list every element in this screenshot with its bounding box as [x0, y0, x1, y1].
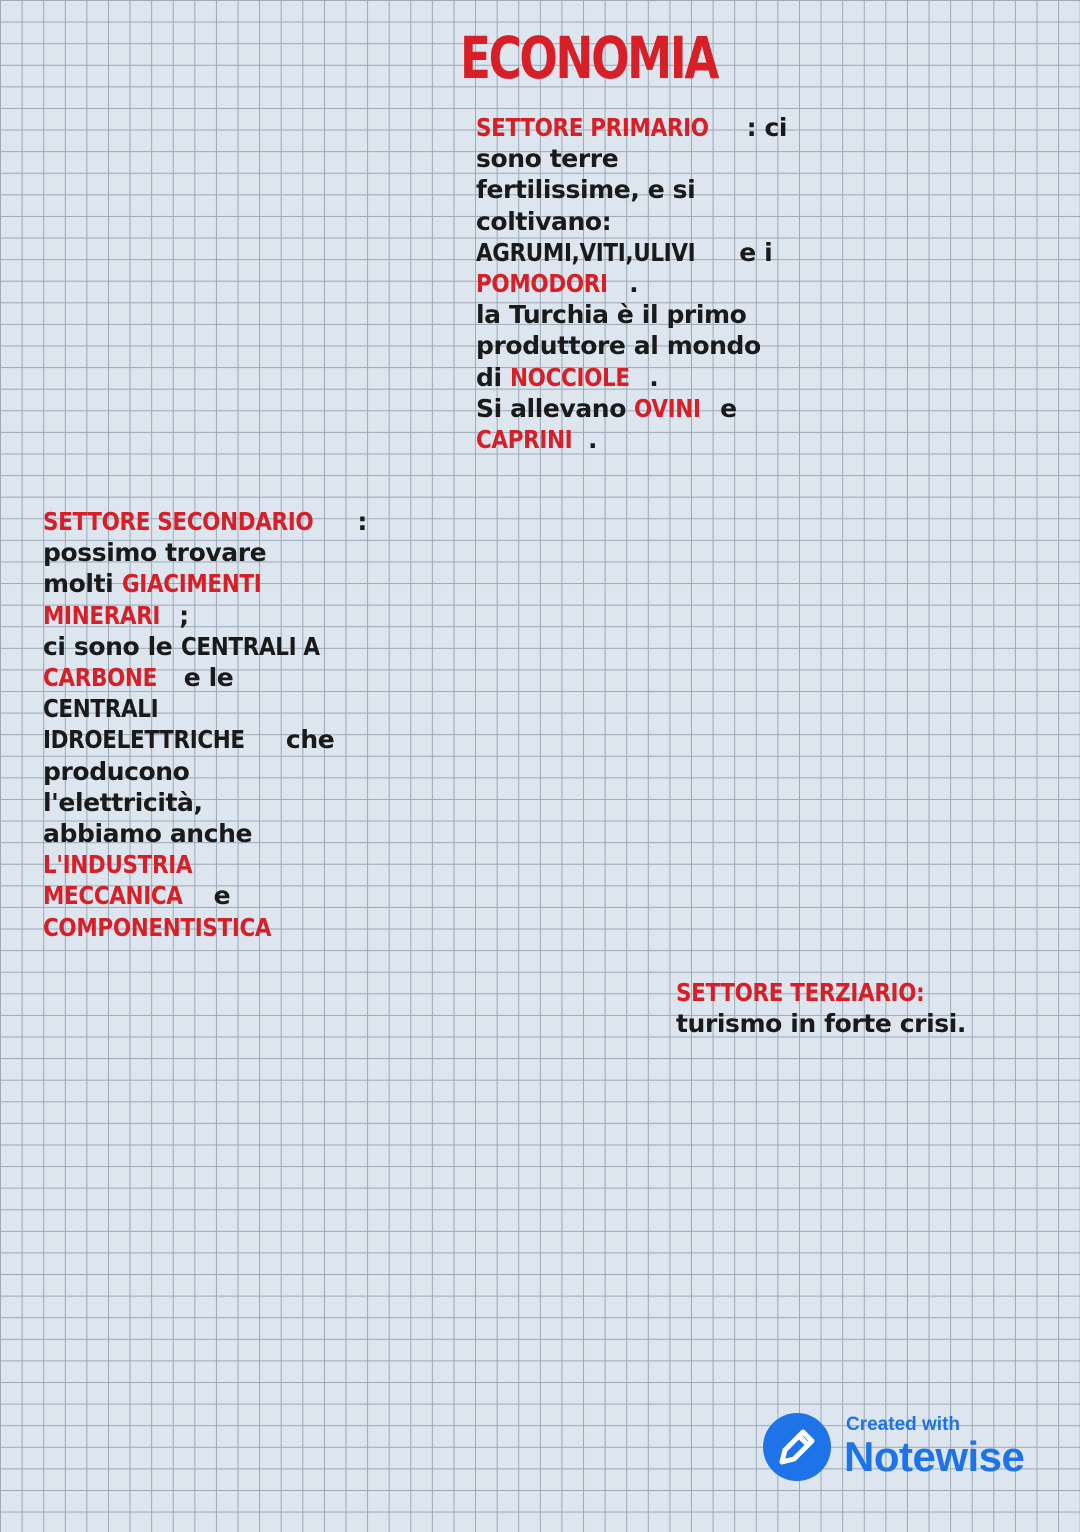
note-line: turismo in forte crisi.	[676, 1009, 966, 1039]
note-line: abbiamo anche	[43, 819, 253, 849]
secondary-sector-note	[43, 506, 367, 943]
keyword-idroelettriche: IDROELETTRICHE	[43, 725, 245, 755]
note-line: di NOCCIOLE .	[476, 362, 659, 392]
keyword-meccanica: MECCANICA	[43, 881, 183, 911]
note-line: Si allevano OVINI e	[476, 393, 737, 423]
note-line: ci sono le CENTRALI A	[43, 631, 320, 661]
note-line: CAPRINI .	[476, 425, 598, 455]
note-line	[676, 977, 966, 1008]
keyword-caprini: CAPRINI	[476, 425, 573, 455]
note-line: POMODORI .	[476, 269, 639, 299]
note-line: possimo trovare	[43, 538, 267, 568]
tertiary-sector-heading: SETTORE TERZIARIO:	[676, 978, 925, 1007]
badge-created-with: Created with	[846, 1414, 961, 1435]
badge-brand-name: Notewise	[844, 1433, 1025, 1480]
keyword-ovini: OVINI	[634, 393, 701, 423]
keyword-pomodori: POMODORI	[476, 269, 608, 299]
note-line: produttore al mondo	[476, 331, 761, 361]
keyword-industria: L'INDUSTRIA	[43, 850, 193, 880]
page-title: ECONOMIA	[460, 24, 718, 92]
keyword-giacimenti: GIACIMENTI	[121, 569, 261, 599]
keyword-carbone: CARBONE	[43, 663, 157, 693]
notewise-badge	[762, 1410, 1042, 1490]
note-line: MECCANICA e	[43, 881, 231, 911]
note-line: sono terre	[476, 144, 619, 174]
note-line: la Turchia è il primo	[476, 300, 747, 330]
pencil-circle-icon	[762, 1412, 832, 1482]
primary-sector-heading: SETTORE PRIMARIO	[476, 113, 709, 142]
note-line: SETTORE PRIMARIO : ci	[476, 113, 788, 142]
keyword-centrali: CENTRALI	[43, 694, 159, 724]
note-line: IDROELETTRICHE che	[43, 725, 335, 755]
note-line: molti GIACIMENTI	[43, 569, 261, 599]
tertiary-sector-note	[676, 977, 966, 1039]
note-line: MINERARI ;	[43, 600, 189, 630]
note-line: AGRUMI,VITI,ULIVI e i	[476, 237, 773, 267]
note-line	[43, 912, 367, 943]
keyword-centrali-a: CENTRALI A	[180, 631, 320, 661]
primary-sector-note	[476, 112, 787, 455]
note-line: l'elettricità,	[43, 787, 203, 817]
keyword-componentistica: COMPONENTISTICA	[43, 912, 272, 942]
keyword-minerari: MINERARI	[43, 600, 161, 630]
note-line	[43, 693, 367, 724]
note-line: producono	[43, 756, 190, 786]
note-line: fertilissime, e si	[476, 175, 696, 205]
secondary-sector-heading: SETTORE SECONDARIO	[43, 507, 314, 536]
keyword-nocciole: NOCCIOLE	[509, 362, 630, 392]
note-line: SETTORE SECONDARIO :	[43, 507, 367, 536]
note-line: coltivano:	[476, 206, 612, 236]
crops-list: AGRUMI,VITI,ULIVI	[476, 237, 696, 267]
note-line	[43, 849, 367, 880]
note-line: CARBONE e le	[43, 663, 234, 693]
